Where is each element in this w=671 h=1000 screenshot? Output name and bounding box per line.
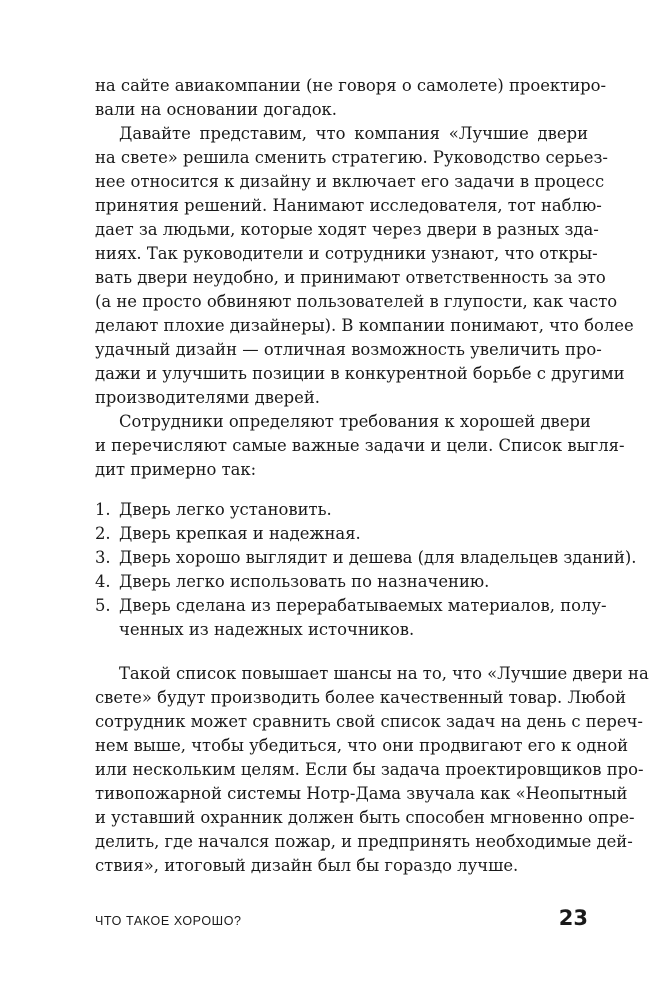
- numbered-list: [95, 498, 637, 642]
- list-text: Дверь сделана из перерабатываемых материалов, полу-: [119, 596, 607, 615]
- text-line: удачный дизайн — отличная возможность увеличить про-: [95, 340, 602, 359]
- paragraph-2: [95, 122, 634, 410]
- list-item: [95, 498, 588, 522]
- paragraph-3: [95, 410, 625, 482]
- text-line: на свете» решила сменить стратегию. Руководство серьез-: [95, 148, 608, 167]
- list-item: [95, 570, 588, 594]
- text-line: Сотрудники определяют требования к хорошей двери: [119, 412, 591, 431]
- page-body: [95, 74, 649, 878]
- text-line: ниях. Так руководители и сотрудники узнают, что откры-: [95, 244, 598, 263]
- list-number: 2.: [95, 524, 111, 543]
- text-line: дажи и улучшить позиции в конкурентной борьбе с другими: [95, 364, 625, 383]
- text-line: Давайте представим, что компания «Лучшие двери: [119, 124, 588, 143]
- text-line: на сайте авиакомпании (не говоря о самолете) проектиро-: [95, 76, 607, 95]
- list-text: Дверь хорошо выглядит и дешева (для владельцев зданий).: [119, 548, 637, 567]
- list-number: 3.: [95, 548, 111, 567]
- text-line: вали на основании догадок.: [95, 100, 338, 119]
- list-text: ченных из надежных источников.: [119, 620, 415, 639]
- running-head: ЧТО ТАКОЕ ХОРОШО?: [95, 914, 242, 928]
- text-line: или нескольким целям. Если бы задача проектировщиков про-: [95, 760, 644, 779]
- list-item: [95, 546, 637, 570]
- list-text: Дверь легко использовать по назначению.: [119, 572, 490, 591]
- page-footer: [95, 906, 588, 936]
- text-line: принятия решений. Нанимают исследователя, тот наблю-: [95, 196, 602, 215]
- text-line: Такой список повышает шансы на то, что «Лучшие двери на: [119, 664, 649, 683]
- list-number: 4.: [95, 572, 111, 591]
- text-line: ствия», итоговый дизайн был бы гораздо лучше.: [95, 856, 519, 875]
- text-line: вать двери неудобно, и принимают ответственность за это: [95, 268, 606, 287]
- list-text: Дверь крепкая и надежная.: [119, 524, 361, 543]
- list-item: [95, 594, 607, 642]
- list-text: Дверь легко установить.: [119, 500, 332, 519]
- text-line: делают плохие дизайнеры). В компании понимают, что более: [95, 316, 634, 335]
- text-line: дает за людьми, которые ходят через двери в разных зда-: [95, 220, 599, 239]
- list-number: 1.: [95, 500, 111, 519]
- text-line: производителями дверей.: [95, 388, 321, 407]
- list-item: [95, 522, 588, 546]
- text-line: дит примерно так:: [95, 460, 257, 479]
- text-line: и перечисляют самые важные задачи и цели. Список выгля-: [95, 436, 625, 455]
- text-line: свете» будут производить более качественный товар. Любой: [95, 688, 627, 707]
- paragraph-4: [95, 662, 649, 878]
- text-line: делить, где начался пожар, и предпринять необходимые дей-: [95, 832, 633, 851]
- list-number: 5.: [95, 596, 111, 615]
- text-line: и уставший охранник должен быть способен мгновенно опре-: [95, 808, 635, 827]
- page-number: 23: [558, 906, 588, 930]
- text-line: тивопожарной системы Нотр-Дама звучала как «Неопытный: [95, 784, 628, 803]
- text-line: (а не просто обвиняют пользователей в глупости, как часто: [95, 292, 618, 311]
- text-line: нее относится к дизайну и включает его задачи в процесс: [95, 172, 605, 191]
- text-line: нем выше, чтобы убедиться, что они продвигают его к одной: [95, 736, 629, 755]
- text-line: сотрудник может сравнить свой список задач на день с переч-: [95, 712, 643, 731]
- paragraph-1: [95, 74, 607, 122]
